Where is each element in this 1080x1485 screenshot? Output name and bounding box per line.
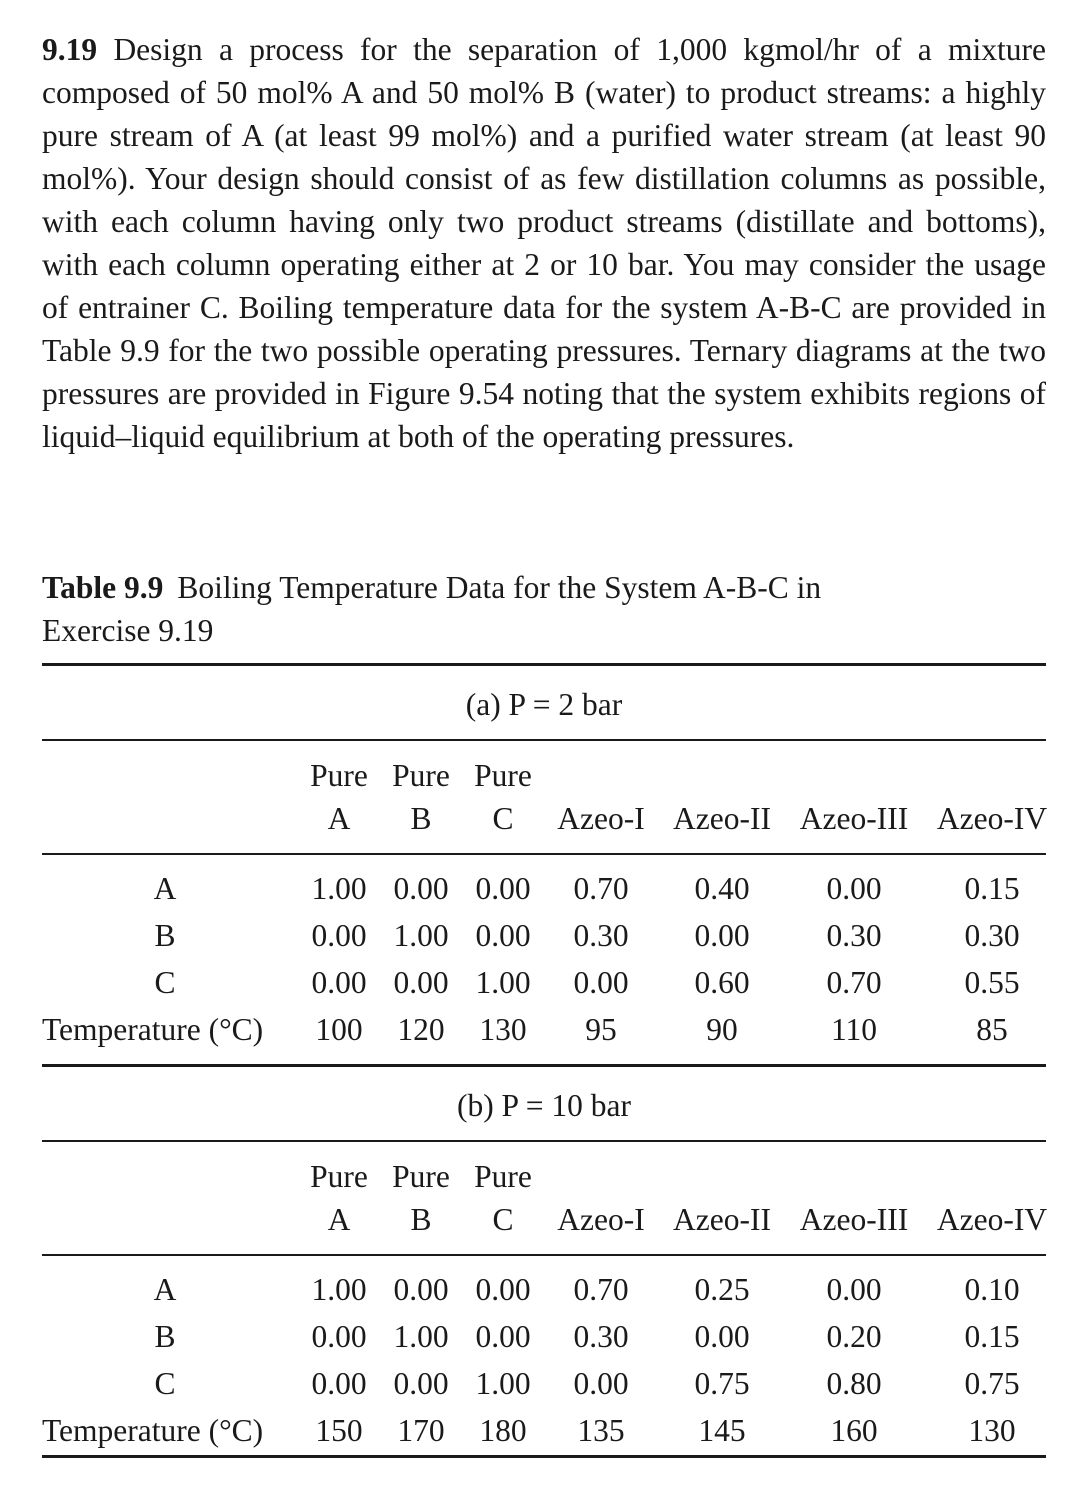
table-title-line2: Exercise 9.19 xyxy=(42,613,214,648)
column-header: C xyxy=(492,1202,514,1237)
table-rule-top xyxy=(42,1064,1046,1067)
table-cell: 120 xyxy=(397,1012,445,1047)
section-heading: (a) P = 2 bar xyxy=(465,687,623,722)
column-header: Azeo-I xyxy=(557,1202,645,1237)
column-header: Azeo-IV xyxy=(936,801,1048,836)
section-heading: (b) P = 10 bar xyxy=(456,1088,632,1123)
table-cell: 0.00 xyxy=(475,1272,531,1307)
column-header-top: Pure xyxy=(392,1159,450,1194)
table-cell: 0.70 xyxy=(826,965,882,1000)
table-cell: 90 xyxy=(706,1012,738,1047)
column-header-top: Pure xyxy=(474,1159,532,1194)
column-header-top: Pure xyxy=(392,758,450,793)
column-header: B xyxy=(410,1202,432,1237)
table-cell: 100 xyxy=(315,1012,363,1047)
table-cell: 0.00 xyxy=(694,1319,750,1354)
table-cell: 0.00 xyxy=(475,918,531,953)
table-cell: 0.20 xyxy=(826,1319,882,1354)
table-cell: 145 xyxy=(698,1413,746,1448)
column-header: Azeo-I xyxy=(557,801,645,836)
table-cell: 0.70 xyxy=(573,871,629,906)
column-header: A xyxy=(327,801,351,836)
table-cell: 0.00 xyxy=(311,1319,367,1354)
table-cell: 0.40 xyxy=(694,871,750,906)
table-label: Table 9.9 xyxy=(42,570,164,605)
table-cell: 0.00 xyxy=(311,1366,367,1401)
table-cell: 0.00 xyxy=(311,918,367,953)
row-label: Temperature (°C) xyxy=(42,1012,264,1047)
table-rule xyxy=(42,1254,1046,1256)
table-cell: 0.30 xyxy=(964,918,1020,953)
column-header-top: Pure xyxy=(310,1159,368,1194)
table-cell: 0.00 xyxy=(393,965,449,1000)
table-cell: 180 xyxy=(479,1413,527,1448)
table-cell: 1.00 xyxy=(311,871,367,906)
column-header: Azeo-IV xyxy=(936,1202,1048,1237)
row-label: A xyxy=(153,871,177,906)
table-cell: 0.00 xyxy=(826,871,882,906)
table-cell: 1.00 xyxy=(475,1366,531,1401)
problem-text: Design a process for the separation of 1,000 kgmol/hr of a mixture composed of 50 mol% A and 50 mol% B (water) to product streams: a highly pure stream of A (at least 99 mol%) and a purified water stream (at least 90 mol%). Your design should consist of as few distillation columns as possible, with each column having only two product streams (distillate and bottoms), with each column operating either at 2 or 10 bar. You may consider the usage of entrainer C. Boiling temperature data for the system A-B-C are provided in Table 9.9 for the two possible operating pressures. Ternary diagrams at the two pressures are provided in Figure 9.54 noting that the system exhibits regions of liquid–liquid equilibrium at both of the operating pressures. xyxy=(42,32,1047,454)
table-rule-bottom xyxy=(42,1455,1046,1458)
table-cell: 0.30 xyxy=(573,1319,629,1354)
table-cell: 0.00 xyxy=(393,1366,449,1401)
problem-statement xyxy=(42,28,1046,458)
problem-number: 9.19 xyxy=(42,32,98,67)
table-cell: 0.75 xyxy=(964,1366,1020,1401)
table-cell: 0.15 xyxy=(964,871,1020,906)
table-cell: 0.00 xyxy=(393,871,449,906)
table-cell: 0.15 xyxy=(964,1319,1020,1354)
table-cell: 0.00 xyxy=(311,965,367,1000)
table-cell: 1.00 xyxy=(475,965,531,1000)
table-cell: 0.00 xyxy=(573,1366,629,1401)
table-cell: 1.00 xyxy=(393,918,449,953)
table-cell: 0.00 xyxy=(573,965,629,1000)
table-cell: 0.00 xyxy=(475,871,531,906)
column-header: Azeo-III xyxy=(799,801,909,836)
table-cell: 0.00 xyxy=(475,1319,531,1354)
row-label: C xyxy=(154,1366,176,1401)
table-caption xyxy=(42,566,1046,652)
column-header-top: Pure xyxy=(310,758,368,793)
table-cell: 0.80 xyxy=(826,1366,882,1401)
table-cell: 1.00 xyxy=(393,1319,449,1354)
table-cell: 0.25 xyxy=(694,1272,750,1307)
table-cell: 150 xyxy=(315,1413,363,1448)
table-cell: 0.10 xyxy=(964,1272,1020,1307)
column-header-top: Pure xyxy=(474,758,532,793)
table-cell: 0.30 xyxy=(573,918,629,953)
table-cell: 0.70 xyxy=(573,1272,629,1307)
column-header: Azeo-II xyxy=(673,801,771,836)
column-header: B xyxy=(410,801,432,836)
table-cell: 85 xyxy=(976,1012,1008,1047)
table-cell: 0.60 xyxy=(694,965,750,1000)
table-cell: 0.75 xyxy=(694,1366,750,1401)
table-cell: 135 xyxy=(577,1413,625,1448)
table-cell: 170 xyxy=(397,1413,445,1448)
table-rule xyxy=(42,853,1046,855)
column-header: A xyxy=(327,1202,351,1237)
table-rule xyxy=(42,1140,1046,1142)
row-label: B xyxy=(154,918,176,953)
table-rule-top xyxy=(42,663,1046,666)
column-header: Azeo-III xyxy=(799,1202,909,1237)
row-label: C xyxy=(154,965,176,1000)
table-cell: 160 xyxy=(830,1413,878,1448)
column-header: Azeo-II xyxy=(673,1202,771,1237)
table-title-line1: Boiling Temperature Data for the System A-B-C in xyxy=(177,570,822,605)
table-cell: 0.00 xyxy=(694,918,750,953)
table-cell: 95 xyxy=(585,1012,617,1047)
table-cell: 0.30 xyxy=(826,918,882,953)
table-cell: 0.55 xyxy=(964,965,1020,1000)
table-cell: 0.00 xyxy=(393,1272,449,1307)
row-label: A xyxy=(153,1272,177,1307)
table-rule xyxy=(42,739,1046,741)
table-cell: 130 xyxy=(968,1413,1016,1448)
row-label: B xyxy=(154,1319,176,1354)
table-cell: 0.00 xyxy=(826,1272,882,1307)
table-cell: 110 xyxy=(830,1012,878,1047)
column-header: C xyxy=(492,801,514,836)
table-cell: 1.00 xyxy=(311,1272,367,1307)
table-cell: 130 xyxy=(479,1012,527,1047)
row-label: Temperature (°C) xyxy=(42,1413,264,1448)
